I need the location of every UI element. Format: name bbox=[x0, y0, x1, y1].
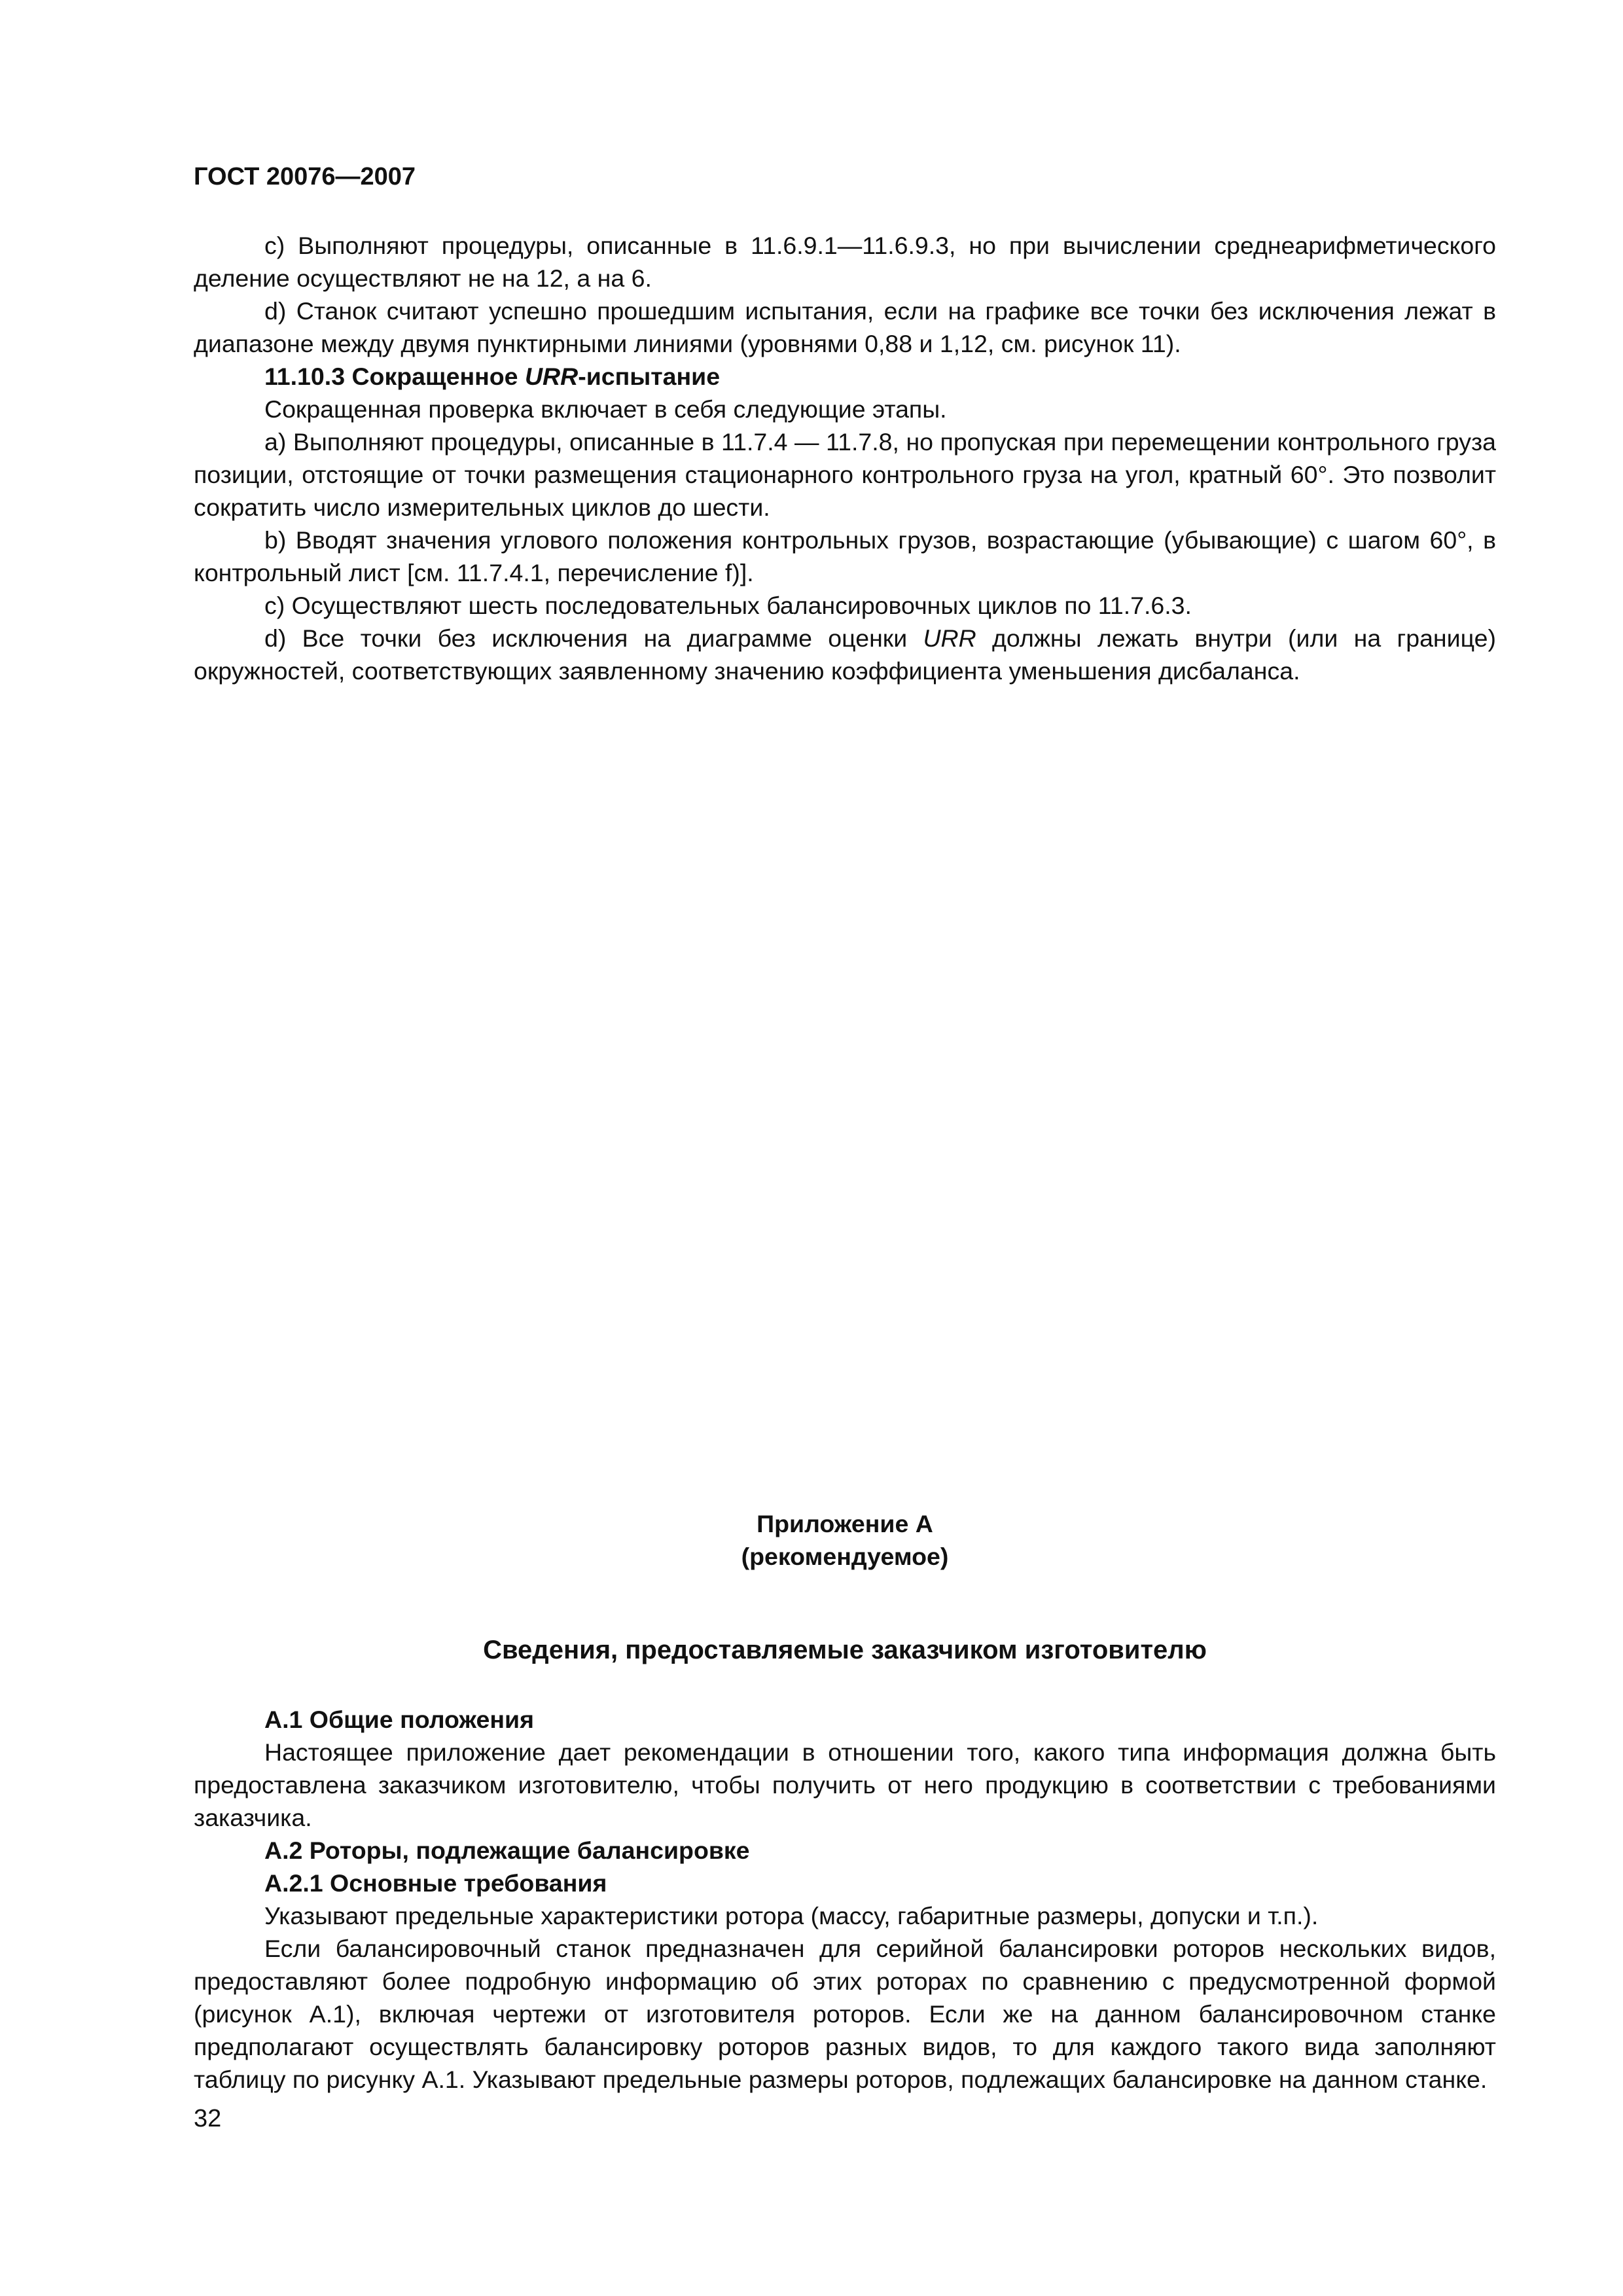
paragraph-a21-first: Указывают предельные характеристики ротора (массу, габаритные размеры, допуски и т.п.). bbox=[264, 1902, 1319, 1929]
appendix-header bbox=[194, 1507, 1496, 1573]
paragraph-c-first: c) Выполняют процедуры, описанные в 11.6.9.1—11.6.9.3, но при вычислении среднеарифметического деление осуществляют не на 12, а на 6. bbox=[194, 232, 1496, 292]
paragraph-intro: Сокращенная проверка включает в себя следующие этапы. bbox=[264, 395, 947, 423]
appendix-label: Приложение А bbox=[757, 1510, 933, 1537]
document-id: ГОСТ 20076—2007 bbox=[194, 163, 416, 190]
heading-a2: А.2 Роторы, подлежащие балансировке bbox=[264, 1837, 750, 1864]
paragraph-a21-second: Если балансировочный станок предназначен для серийной балансировки роторов нескольких видов, предоставляют более подробную информацию об этих роторах по сравнению с предусмотренной формой (рисунок А.1), включая чертежи от изготовителя роторов. Если же на данном балансировочном станке предполагают осуществлять балансировку роторов разных видов, то для каждого такого вида заполняют таблицу по рисунку А.1. Указывают предельные размеры роторов, подлежащих балансировке на данном станке. bbox=[194, 1935, 1496, 2093]
paragraph-c-second: c) Осуществляют шесть последовательных балансировочных циклов по 11.7.6.3. bbox=[264, 592, 1192, 619]
paragraph-d-first: d) Станок считают успешно прошедшим испытания, если на графике все точки без исключения лежат в диапазоне между двумя пунктирными линиями (уровнями 0,88 и 1,12, см. рисунок 11). bbox=[194, 297, 1496, 357]
section-heading-11-10-3 bbox=[194, 360, 1496, 393]
heading-urr: URR bbox=[524, 363, 579, 390]
section-11-10 bbox=[194, 229, 1496, 687]
appendix-title: Сведения, предоставляемые заказчиком изготовителю bbox=[483, 1636, 1207, 1664]
paragraph-b: b) Вводят значения углового положения контрольных грузов, возрастающие (убывающие) с шагом 60°, в контрольный лист [см. 11.7.4.1, перечисление f)]. bbox=[194, 526, 1496, 586]
heading-number: 11.10.3 Сокращенное bbox=[264, 363, 525, 390]
para-d2-end: должны лежать внутри (или на границе) окружностей, соответствующих заявленному значению коэффициента уменьшения дисбаланса. bbox=[194, 624, 1496, 685]
heading-a1: А.1 Общие положения bbox=[264, 1706, 534, 1733]
paragraph-a1: Настоящее приложение дает рекомендации в отношении того, какого типа информация должна быть предоставлена заказчиком изготовителю, чтобы получить от него продукцию в соответствии с требованиями заказчика. bbox=[194, 1738, 1496, 1831]
para-d2-start: d) Все точки без исключения на диаграмме оценки bbox=[264, 624, 923, 652]
appendix-status: (рекомендуемое) bbox=[741, 1543, 949, 1570]
heading-rest: -испытание bbox=[578, 363, 721, 390]
heading-a21: А.2.1 Основные требования bbox=[264, 1869, 607, 1897]
paragraph-d-second bbox=[194, 622, 1496, 687]
page-number: 32 bbox=[194, 2105, 222, 2132]
para-d2-urr: URR bbox=[923, 624, 976, 652]
paragraph-a: a) Выполняют процедуры, описанные в 11.7.4 — 11.7.8, но пропуская при перемещении контрольного груза позиции, отстоящие от точки размещения стационарного контрольного груза на угол, кратный 60°. Это позволит сократить число измерительных циклов до шести. bbox=[194, 428, 1496, 521]
appendix-body bbox=[194, 1703, 1496, 2096]
